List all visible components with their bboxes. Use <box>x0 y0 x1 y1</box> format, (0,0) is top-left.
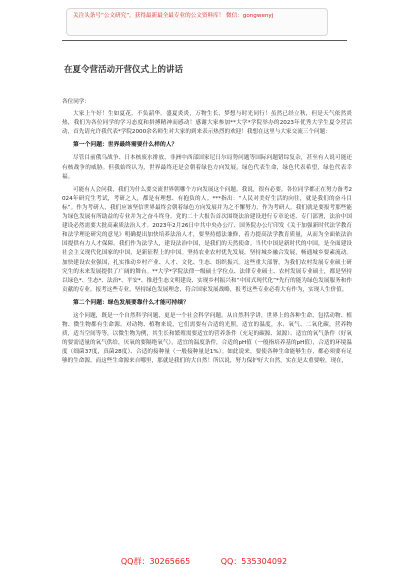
section-heading: 第一个问题：世界最终需要什么样的人？ <box>73 142 178 149</box>
contact-footer <box>0 556 408 568</box>
header-divider <box>62 40 347 41</box>
body-paragraph: 尽管目前俄乌战争、日本核废水排放、非洲中西部国家尼日尔局势问题等国际问题错综复杂，甚至有人说可能还有核战争的威胁。但我始终认为，世界最终还是会朝着绿色方向发展，绿色代表生命，绿色代表希望，绿色代表幸福。 <box>62 155 352 180</box>
body-paragraph: 大家上午好！生如夏花，不负韶华。盛夏炎炎，万物生长，梦想与时光同行！虽然已经立秋，但是天气依然炎热，我们为各位同学的学习态度和拼搏精神而感动！感谢大家参加**大学*学院举办的2023年优秀大学生夏令营活动，首先请允许我代表*学院2000余名师生对大家的到来表示热烈的欢迎！我想在这里与大家交流三个问题： <box>62 111 352 136</box>
promo-banner <box>66 8 328 36</box>
document-body <box>62 98 352 371</box>
promo-banner-line-1: 关注头条号“公文研究”，获得最新最全最专业的公文资料库！ 微信：gongwenyj <box>73 13 274 19</box>
body-paragraph: 可能有人会问我，我们为什么要交流世界朝哪个方向发展这个问题。我说，很有必要。各位同学都正在努力备考2024年研究生考试，考研之人，都是有理想、有抱负的人。***指出：“人民对美好生活的向往，就是我们的奋斗目标”。作为考研人，我们应该坚信世界最终会朝着绿色方向发展并为之不懈努力，作为考研人，我们就是要报考那些能为绿色发展有所助益的专业并为之奋斗终身。党的二十大报告首次围绕法治建设进行专章论述、专门部署，法治中国建设必然需要大批高素质法治人才。2023年2月26日中共中央办公厅、国务院办公厅印发《关于加强新时代法学教育和法学理论研究的意见》明确提出加快培养法治人才，要坚持德法兼修，着力提高法学教育质量，从而为全面依法治国提供有力人才保障。我们作为法学人，建设法治中国，是我们的天然使命。当代中国是新时代的中国，是全面建设社会主义现代化国家的中国，是新征程上的中国。坚持农业农村优先发展，坚持城乡融合发展，畅通城乡要素流动。加快建设农业强国，扎实推动乡村产业、人才、文化、生态、组织振兴。这些重大部署，为我们农村发展专业硕士研究生的未来发展提供了广阔的舞台。**大学*学院法律一级硕士学位点、法律专业硕士、农村发展专业硕士，都是坚持以绿色*、生态*、法治*、平安*、推进生态文明建设、实现乡村振兴和“中国式现代化”*先行的能为绿色发展服务和作贡献的专业。报考这些专业，坚持绿色发展理念，符合国家发展战略，报考这些专业必将大有作为，实现人生价值。 <box>62 186 352 293</box>
document-title: 在夏令营活动开营仪式上的讲话 <box>64 65 184 75</box>
qq-group-text: QQ群：30265665 <box>120 557 191 566</box>
body-paragraph: 这个问题，既是一个自然科学问题，更是一个社会科学问题。从自然科学讲，世界上的各种生命，包括动物、植物、微生物都有生命源。对动物、植物来说，它们需要有合适的光照，适宜的温度，水、氧气、二氧化碳，营养物质，适当空间等等，以微生物为例，其生长和繁殖需要适宜的营养条件（充足的碳源、氮源）、适宜的氧气条件（好氧的要需适量的氧气供给，厌氧的要隔绝氧气），适宜的温度条件，合适的pH值（一般指培养基的pH值），合适的环境温度（细菌37度，真菌28度）、合适的接种量（一般接种量是1%）。如此说来，要使各种生命能够生存，都必须要有足够的生命源。而这些生命源来自哪里，那就是我们的大自然！所以说，努力保护好大自然，实在是太重要啦。现在， <box>62 312 352 365</box>
paragraph-list <box>62 110 352 366</box>
qq-text: QQ：535304092 <box>220 557 288 566</box>
salutation: 各位同学： <box>62 99 90 105</box>
section-heading: 第二个问题：绿色发展要靠什么才能可持续？ <box>73 299 189 306</box>
